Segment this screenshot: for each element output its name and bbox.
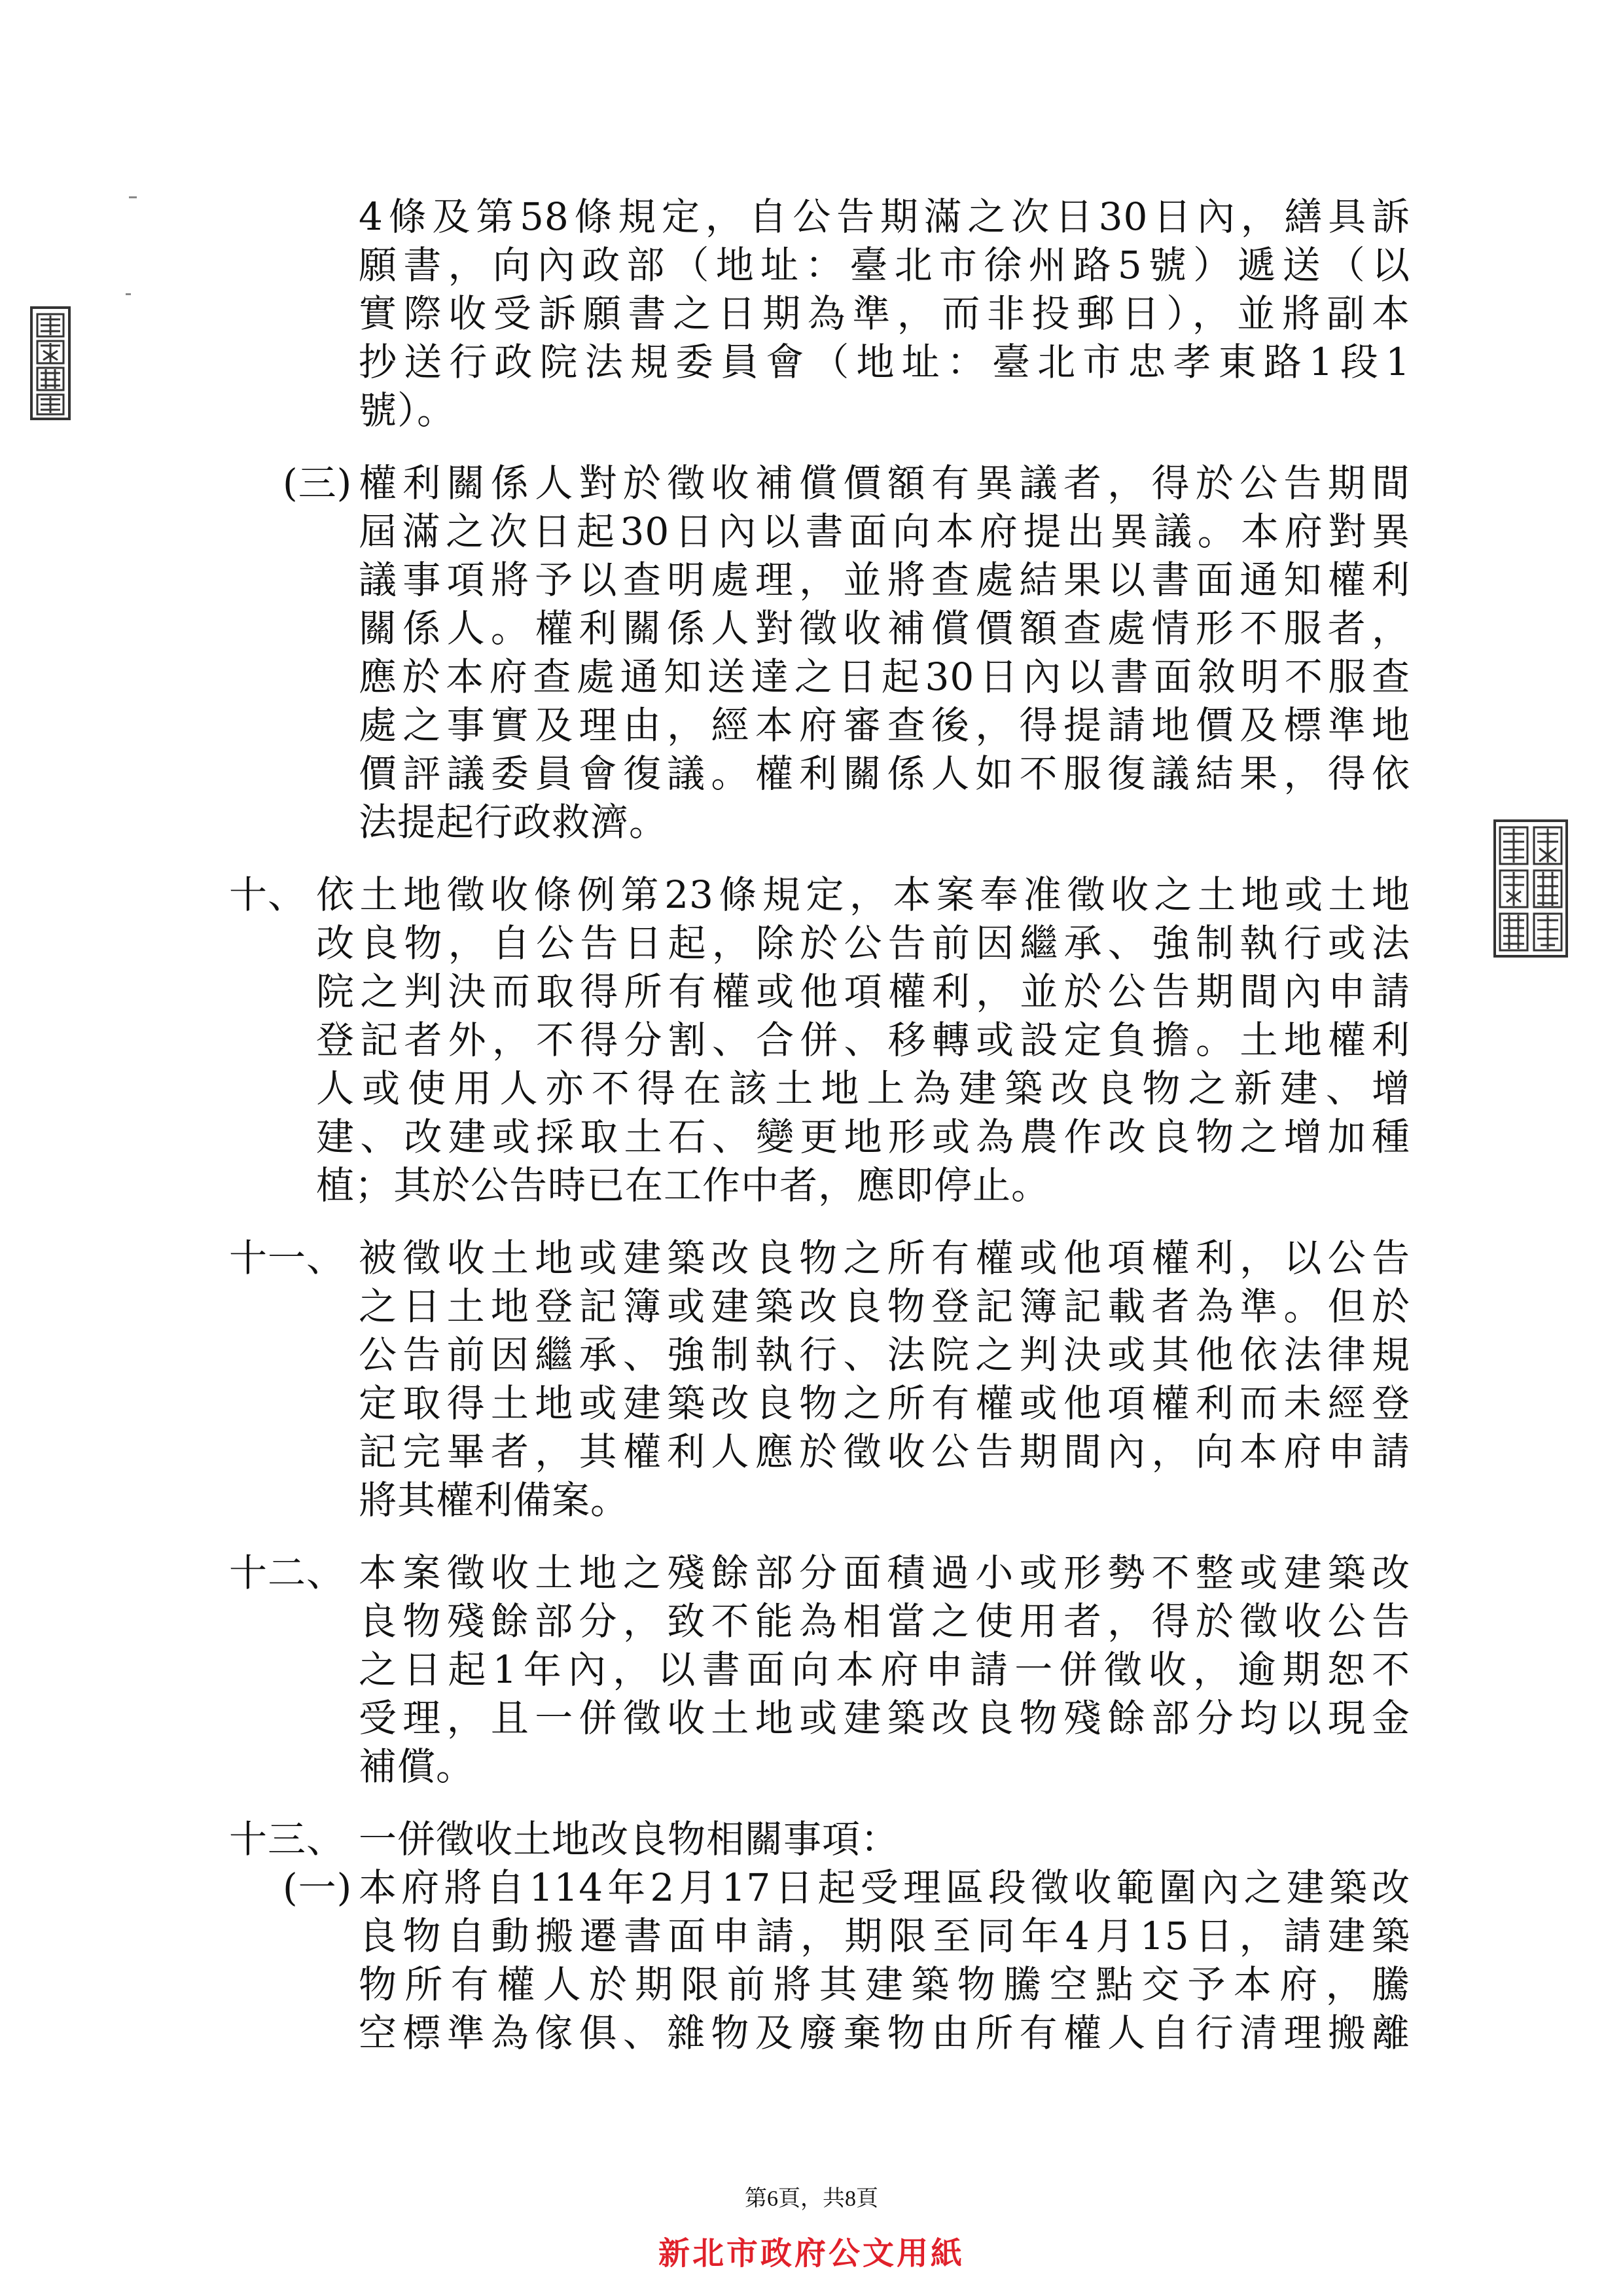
paragraph-line: 一併徵收土地改良物相關事項： [359, 1817, 900, 1861]
paragraph-line: 物所有權人於期限前將其建築物騰空點交予本府，騰 [359, 1962, 1410, 2007]
paragraph-line: 建、改建或採取土石、變更地形或為農作改良物之增加種 [316, 1115, 1410, 1159]
paragraph-line: 被徵收土地或建築改良物之所有權或他項權利，以公告 [359, 1236, 1410, 1280]
paragraph-line: 本府將自114年2月17日起受理區段徵收範圍內之建築改 [359, 1865, 1410, 1910]
paragraph-line: 願書，向內政部（地址：臺北市徐州路5號）遞送（以 [359, 243, 1410, 287]
paragraph-line: 空標準為傢俱、雜物及廢棄物由所有權人自行清理搬離 [359, 2011, 1410, 2055]
paragraph-line: 植；其於公告時已在工作中者，應即停止。 [316, 1163, 1050, 1208]
paragraph-line: 良物自動搬遷書面申請，期限至同年4月15日，請建築 [359, 1914, 1410, 1958]
paragraph-line: 人或使用人亦不得在該土地上為建築改良物之新建、增 [316, 1066, 1410, 1111]
paragraph-line: 法提起行政救濟。 [359, 800, 668, 844]
paragraph-line: 價評議委員會復議。權利關係人如不服復議結果，得依 [359, 751, 1410, 796]
item-marker: 十一、 [229, 1236, 346, 1280]
paragraph-line: 良物殘餘部分，致不能為相當之使用者，得於徵收公告 [359, 1599, 1410, 1643]
paragraph-line: 議事項將予以查明處理，並將查處結果以書面通知權利 [359, 558, 1410, 602]
paragraph-line: 號）。 [359, 388, 456, 433]
scan-mark [126, 293, 131, 295]
left-seal-stamp [29, 305, 72, 422]
right-seal-stamp [1492, 818, 1569, 959]
paragraph-line: 受理，且一併徵收土地或建築改良物殘餘部分均以現金 [359, 1696, 1410, 1740]
paragraph-line: 記完畢者，其權利人應於徵收公告期間內，向本府申請 [359, 1429, 1410, 1474]
paragraph-line: 院之判決而取得所有權或他項權利，並於公告期間內申請 [316, 969, 1410, 1014]
paragraph-line: 補償。 [359, 1744, 475, 1789]
paragraph-line: 屆滿之次日起30日內以書面向本府提出異議。本府對異 [359, 509, 1410, 554]
paragraph-line: 處之事實及理由，經本府審查後，得提請地價及標準地 [359, 703, 1410, 747]
page-number: 第6頁，共8頁 [745, 2187, 878, 2211]
paragraph-line: 抄送行政院法規委員會（地址：臺北市忠孝東路1段1 [359, 340, 1410, 384]
paragraph-line: 定取得土地或建築改良物之所有權或他項權利而未經登 [359, 1381, 1410, 1426]
paragraph-line: 登記者外，不得分割、合併、移轉或設定負擔。土地權利 [316, 1018, 1410, 1062]
paragraph-line: 之日土地登記簿或建築改良物登記簿記載者為準。但於 [359, 1284, 1410, 1329]
paragraph-line: 權利關係人對於徵收補償價額有異議者，得於公告期間 [359, 461, 1410, 505]
paragraph-line: 應於本府查處通知送達之日起30日內以書面敘明不服查 [359, 655, 1410, 699]
item-marker: 十、 [229, 872, 307, 917]
paragraph-line: 將其權利備案。 [359, 1478, 630, 1522]
paragraph-line: 之日起1年內，以書面向本府申請一併徵收，逾期恕不 [359, 1647, 1410, 1692]
paragraph-line: 4條及第58條規定，自公告期滿之次日30日內，繕具訴 [359, 194, 1410, 239]
stationery-brand: 新北市政府公文用紙 [658, 2235, 965, 2272]
paragraph-line: 改良物，自公告日起，除於公告前因繼承、強制執行或法 [316, 921, 1410, 965]
scan-mark [129, 196, 137, 198]
paragraph-line: 依土地徵收條例第23條規定，本案奉准徵收之土地或土地 [316, 872, 1410, 917]
item-marker: (三) [283, 461, 353, 505]
item-marker: 十三、 [229, 1817, 346, 1861]
item-marker: (一) [283, 1865, 353, 1910]
paragraph-line: 本案徵收土地之殘餘部分面積過小或形勢不整或建築改 [359, 1551, 1410, 1595]
paragraph-line: 實際收受訴願書之日期為準，而非投郵日），並將副本 [359, 291, 1410, 336]
paragraph-line: 關係人。權利關係人對徵收補償價額查處情形不服者， [359, 606, 1410, 651]
paragraph-line: 公告前因繼承、強制執行、法院之判決或其他依法律規 [359, 1333, 1410, 1377]
item-marker: 十二、 [229, 1551, 346, 1595]
